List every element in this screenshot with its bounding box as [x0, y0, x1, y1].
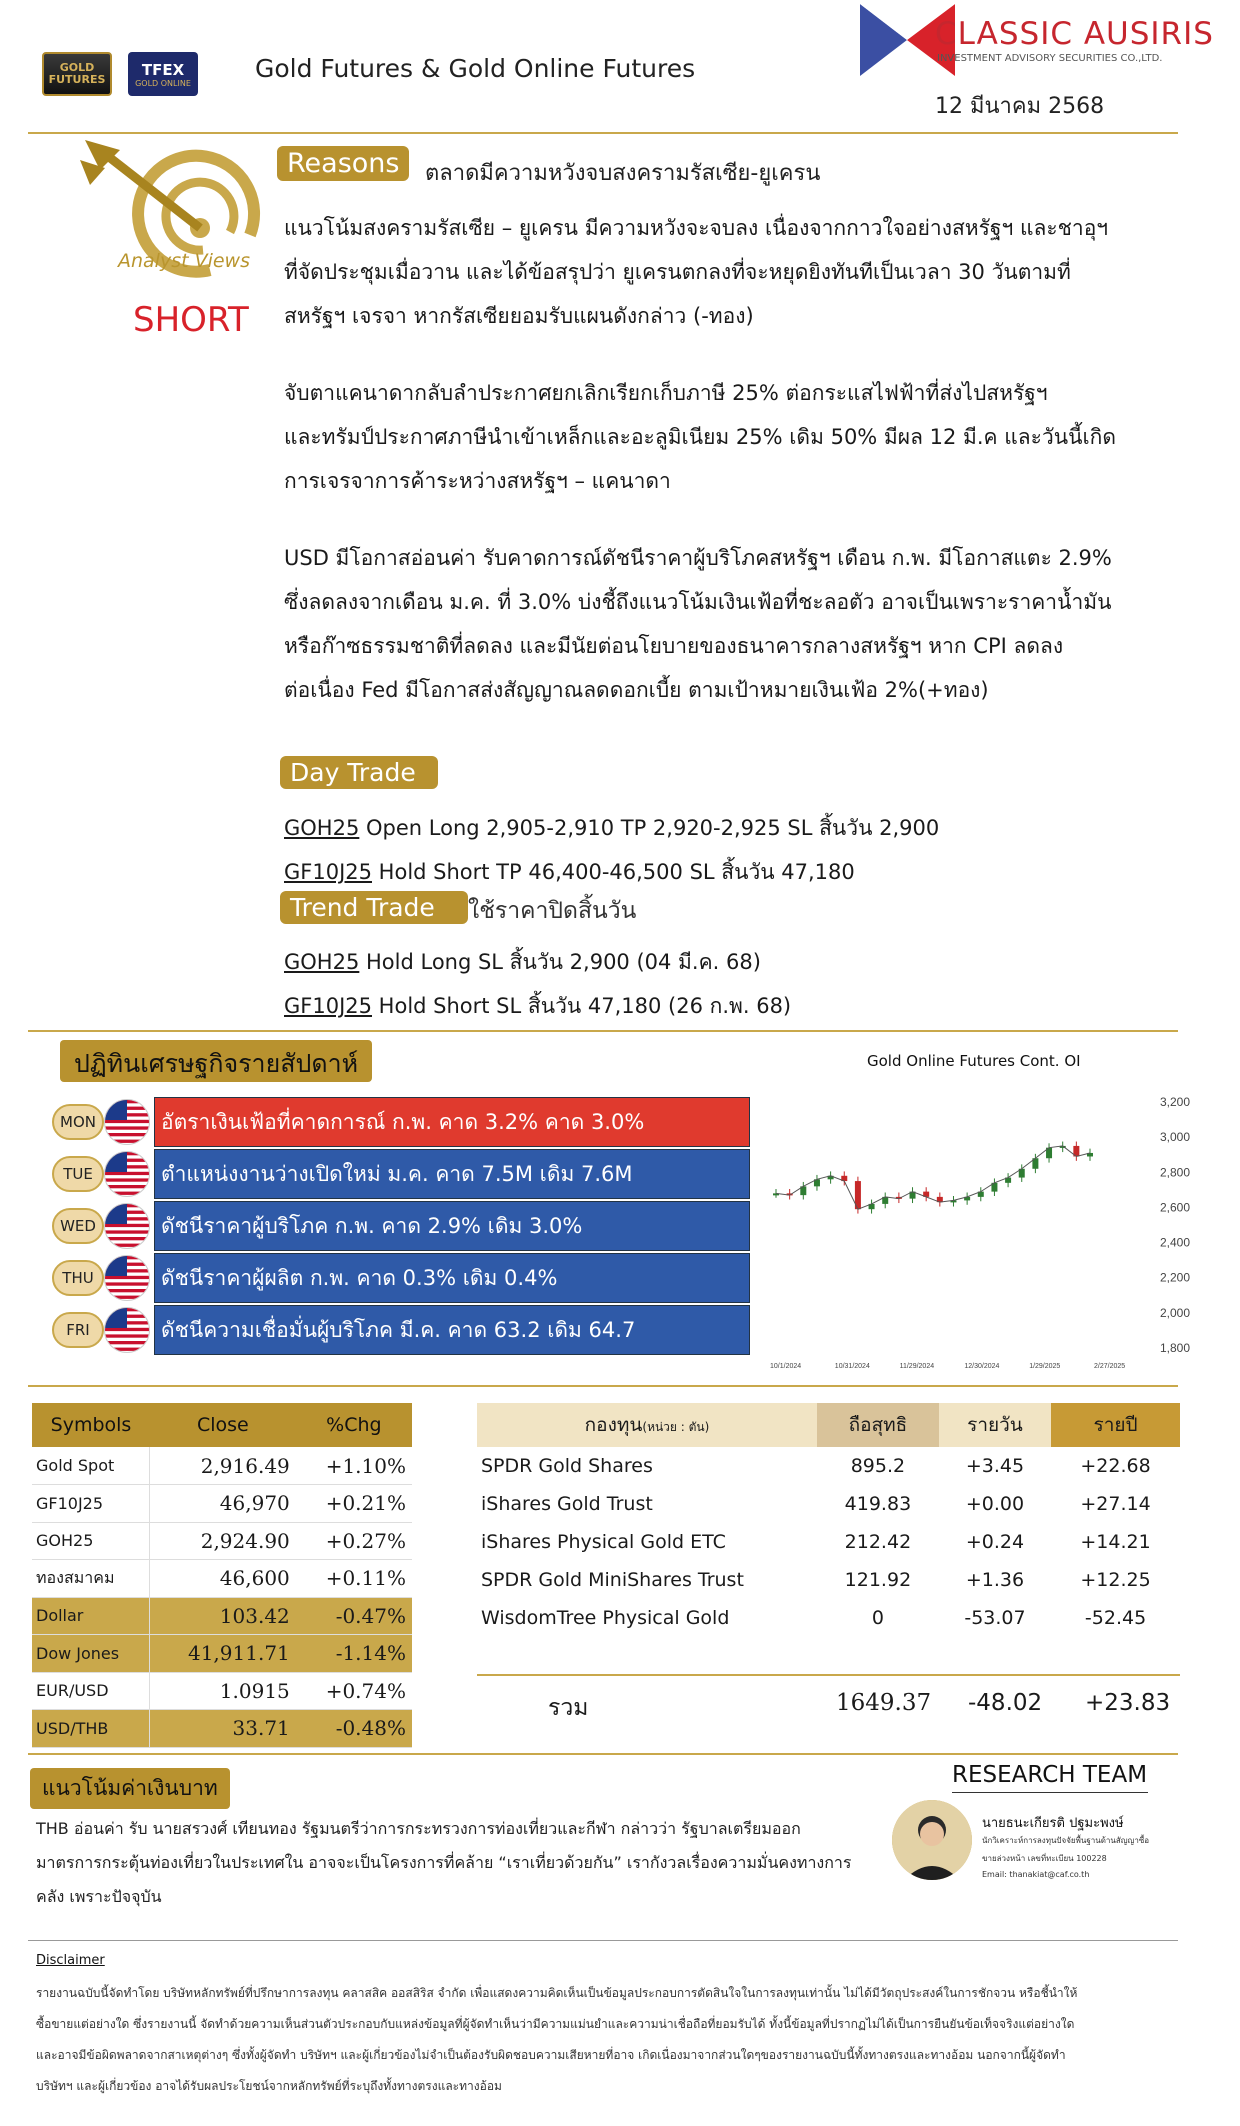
cell-symbol: Dollar [32, 1597, 150, 1635]
day-trade-tag: Day Trade [280, 756, 438, 789]
cell-daily: -53.07 [964, 1607, 1026, 1629]
gold-futures-logo [42, 52, 112, 96]
cell-chg: +0.74% [296, 1672, 412, 1710]
total-daily: -48.02 [968, 1690, 1043, 1716]
research-team-title: RESEARCH TEAM [952, 1762, 1148, 1788]
cell-close: 41,911.71 [150, 1635, 296, 1673]
cell-close: 46,600 [150, 1560, 296, 1598]
day-trade-item [284, 856, 855, 889]
cell-net: 0 [871, 1607, 884, 1629]
calendar-event: ตำแหน่งงานว่างเปิดใหม่ ม.ค. คาด 7.5M เดิม 7.6M [154, 1149, 750, 1199]
trade-symbol: GF10J25 [284, 860, 372, 884]
reason-line: USD มีโอกาสอ่อนค่า รับคาดการณ์ดัชนีราคาผู้บริโภคสหรัฐฯ เดือน ก.พ. มีโอกาสแตะ 2.9% [284, 546, 1112, 570]
cell-chg: +1.10% [296, 1447, 412, 1485]
x-tick-label: 10/31/2024 [834, 1363, 870, 1370]
cell-close: 2,924.90 [150, 1522, 296, 1560]
table-row [32, 1635, 412, 1673]
table-row [477, 1485, 1180, 1523]
cell-fund: SPDR Gold MiniShares Trust [481, 1569, 744, 1591]
series-line [776, 1146, 1090, 1209]
research-team-underline [952, 1792, 1148, 1793]
cell-daily: +0.24 [965, 1531, 1025, 1553]
cell-close: 103.42 [150, 1597, 296, 1635]
cell-chg: +0.11% [296, 1560, 412, 1598]
day-pill: FRI [52, 1312, 104, 1348]
cell-fund: WisdomTree Physical Gold [481, 1607, 730, 1629]
thb-line: มาตรการกระตุ้นท่องเที่ยวในประเทศใน อาจจะเป็นโครงการที่คล้าย “เราเที่ยวด้วยกัน” เรากังวลเรื่องความมั่นคงทางการ [36, 1853, 852, 1872]
reason-line: หรือก๊าซธรรมชาติที่ลดลง และมีนัยต่อนโยบายของธนาคารกลางสหรัฐฯ หาก CPI ลดลง [284, 634, 1064, 658]
cell-chg: -0.47% [296, 1597, 412, 1635]
footer-divider [28, 1940, 1178, 1941]
tfex-logo [128, 52, 198, 96]
y-tick-label: 2,600 [1160, 1200, 1191, 1215]
thb-text [36, 1812, 876, 1914]
cell-daily: +0.00 [965, 1493, 1025, 1515]
cell-yearly: +14.21 [1080, 1531, 1151, 1553]
day-pill: WED [52, 1208, 104, 1244]
col-header: รายปี [1051, 1403, 1180, 1447]
analyst-views-label: Analyst Views [118, 250, 250, 272]
x-tick-label: 2/27/2025 [1094, 1363, 1126, 1370]
header-divider [28, 132, 1178, 134]
cell-fund: SPDR Gold Shares [481, 1455, 653, 1477]
stance-label: SHORT [133, 300, 249, 340]
calendar-event: ดัชนีราคาผู้บริโภค ก.พ. คาด 2.9% เดิม 3.0% [154, 1201, 750, 1251]
cell-symbol: ทองสมาคม [32, 1560, 150, 1598]
x-tick-label: 12/30/2024 [964, 1363, 1000, 1370]
section-divider [28, 1753, 1178, 1755]
cell-fund: iShares Gold Trust [481, 1493, 653, 1515]
disclaimer-line: ซื้อขายแต่อย่างใด ซึ่งรายงานนี้ จัดทำด้วยความเห็นส่วนตัวประกอบกับแหล่งข้อมูลที่ผู้จัดทำเห็นว่ามีความแม่นยำและความน่าเชื่อถือที่ยอมรับได้ ทั้งนี้ข้อมูลที่ปรากฏไม่ได้เป็นการยืนยันข้อเท็จจริงแต่อย่างใด [36, 2017, 1075, 2031]
section-divider [28, 1385, 1178, 1387]
reason-paragraph [284, 206, 1214, 338]
cell-net: 121.92 [844, 1569, 912, 1591]
trend-trade-item [284, 946, 761, 979]
reason-paragraph [284, 536, 1214, 712]
cell-symbol: GF10J25 [32, 1485, 150, 1523]
cell-chg: -0.48% [296, 1710, 412, 1748]
cell-fund: iShares Physical Gold ETC [481, 1531, 726, 1553]
us-flag-icon [104, 1255, 150, 1301]
cell-daily: +3.45 [965, 1455, 1025, 1477]
us-flag-icon [104, 1203, 150, 1249]
analyst-avatar [892, 1800, 972, 1880]
cell-chg: -1.14% [296, 1635, 412, 1673]
table-row [32, 1522, 412, 1560]
reasons-heading: ตลาดมีความหวังจบสงครามรัสเซีย-ยูเครน [425, 161, 821, 186]
cell-symbol: Dow Jones [32, 1635, 150, 1673]
col-header: รายวัน [939, 1403, 1051, 1447]
report-date: 12 มีนาคม 2568 [935, 94, 1105, 119]
total-net: 1649.37 [836, 1690, 932, 1716]
disclaimer-line: รายงานฉบับนี้จัดทำโดย บริษัทหลักทรัพย์ที่ปรึกษาการลงทุน คลาสสิค ออสสิริส จำกัด เพื่อแสดงความคิดเห็นเป็นข้อมูลประกอบการตัดสินใจในการลงทุนเท่านั้น ไม่ได้มีวัตถุประสงค์ในการชักจวน หรือชี้นำให้ [36, 1986, 1078, 2000]
trade-text: Hold Long SL สิ้นวัน 2,900 (04 มี.ค. 68) [359, 950, 761, 974]
cell-net: 895.2 [850, 1455, 906, 1477]
col-header: ถือสุทธิ [817, 1403, 939, 1447]
calendar-event: ดัชนีความเชื่อมั่นผู้บริโภค มี.ค. คาด 63.2 เดิม 64.7 [154, 1305, 750, 1355]
disclaimer-line: บริษัทฯ และผู้เกี่ยวข้อง อาจได้รับผลประโยชน์จากหลักทรัพย์ที่ระบุถึงทั้งทางตรงและทางอ้อม [36, 2079, 502, 2093]
thb-line: คลัง เพราะปัจจุบัน [36, 1887, 162, 1906]
table-row [477, 1447, 1180, 1485]
us-flag-icon [104, 1151, 150, 1197]
reason-line: ที่จัดประชุมเมื่อวาน และได้ข้อสรุปว่า ยูเครนตกลงที่จะหยุดยิงทันทีเป็นเวลา 30 วันตามที่ [284, 260, 1071, 284]
col-header-fund [477, 1403, 817, 1447]
table-row [477, 1523, 1180, 1561]
chart-title: Gold Online Futures Cont. OI [867, 1052, 1081, 1070]
day-pill: MON [52, 1104, 104, 1140]
reasons-tag: Reasons [277, 146, 409, 181]
x-tick-label: 1/29/2025 [1029, 1363, 1061, 1370]
page-title: Gold Futures & Gold Online Futures [255, 54, 696, 83]
cell-close: 2,916.49 [150, 1447, 296, 1485]
holdings-divider [477, 1674, 1180, 1676]
trade-text: Hold Short SL สิ้นวัน 47,180 (26 ก.พ. 68) [372, 994, 792, 1018]
y-tick-label: 1,800 [1160, 1341, 1191, 1355]
cell-yearly: +27.14 [1080, 1493, 1151, 1515]
table-row [32, 1672, 412, 1710]
table-row [32, 1485, 412, 1523]
cell-net: 419.83 [844, 1493, 912, 1515]
cell-chg: +0.21% [296, 1485, 412, 1523]
symbols-table [32, 1403, 412, 1748]
table-row [32, 1710, 412, 1748]
analyst-email: Email: thanakiat@caf.co.th [982, 1870, 1090, 1879]
fund-header-label: กองทุน [584, 1414, 643, 1436]
table-row [32, 1597, 412, 1635]
disclaimer-line: และอาจมีข้อผิดพลาดจากสาเหตุต่างๆ ซึ่งทั้งผู้จัดทำ บริษัทฯ และผู้เกี่ยวข้องไม่จำเป็นต้องรับผิดชอบความเสียหายที่อาจ เกิดเนื่องมาจากส่วนใดๆของรายงานฉบับนี้ทั้งทางตรงและทางอ้อม นอกจากนี้ผู้จัดทำ [36, 2048, 1066, 2062]
cell-symbol: Gold Spot [32, 1447, 150, 1485]
cell-chg: +0.27% [296, 1522, 412, 1560]
etf-holdings-table [477, 1403, 1180, 1637]
disclaimer-text [36, 1978, 1176, 2102]
calendar-event: อัตราเงินเฟ้อที่คาดการณ์ ก.พ. คาด 3.2% คาด 3.0% [154, 1097, 750, 1147]
cell-close: 1.0915 [150, 1672, 296, 1710]
col-header: Symbols [32, 1403, 150, 1447]
table-row [477, 1599, 1180, 1637]
analyst-role: นักวิเคราะห์การลงทุนปัจจัยพื้นฐานด้านสัญญาซื้อ [982, 1836, 1150, 1845]
trend-trade-item [284, 990, 791, 1023]
day-pill: THU [52, 1260, 104, 1296]
y-tick-label: 2,200 [1160, 1270, 1191, 1285]
reason-line: ต่อเนื่อง Fed มีโอกาสส่งสัญญาณลดดอกเบี้ย ตามเป้าหมายเงินเฟ้อ 2%(+ทอง) [284, 678, 989, 702]
company-subtitle: INVESTMENT ADVISORY SECURITIES CO.,LTD. [937, 53, 1163, 64]
trade-symbol: GF10J25 [284, 994, 372, 1018]
cell-yearly: +22.68 [1080, 1455, 1151, 1477]
reason-line: แนวโน้มสงครามรัสเซีย – ยูเครน มีความหวังจะจบลง เนื่องจากกาวใจอย่างสหรัฐฯ และชาอุฯ [284, 216, 1109, 240]
analyst-name: นายธนะเกียรติ ปฐมะพงษ์ [982, 1816, 1124, 1831]
person-icon [892, 1800, 972, 1880]
tfex-logo-text: TFEX [141, 60, 185, 79]
y-tick-label: 2,800 [1160, 1165, 1191, 1180]
thb-title: แนวโน้มค่าเงินบาท [30, 1768, 230, 1809]
y-tick-label: 3,000 [1160, 1130, 1191, 1145]
gold-logo-text: GOLD [59, 61, 95, 74]
holdings-table-header [477, 1403, 1180, 1447]
company-name: CLASSIC AUSIRIS [935, 16, 1214, 52]
cell-yearly: -52.45 [1084, 1607, 1147, 1629]
reason-line: และทรัมป์ประกาศภาษีนำเข้าเหล็กและอะลูมิเนียม 25% เดิม 50% มีผล 12 มี.ค และวันนี้เกิด [284, 425, 1116, 449]
trade-text: Open Long 2,905-2,910 TP 2,920-2,925 SL สิ้นวัน 2,900 [359, 816, 940, 840]
trade-text: Hold Short TP 46,400-46,500 SL สิ้นวัน 47,180 [372, 860, 855, 884]
cell-close: 46,970 [150, 1485, 296, 1523]
us-flag-icon [104, 1099, 150, 1145]
reason-line: จับตาแคนาดากลับลำประกาศยกเลิกเรียกเก็บภาษี 25% ต่อกระแสไฟฟ้าที่ส่งไปสหรัฐฯ [284, 381, 1048, 405]
symbols-table-header [32, 1403, 412, 1447]
unit-label: (หน่วย : ตัน) [642, 1420, 710, 1434]
cell-symbol: EUR/USD [32, 1672, 150, 1710]
disclaimer-title: Disclaimer [36, 1953, 105, 1968]
col-header: %Chg [296, 1403, 412, 1447]
cell-symbol: USD/THB [32, 1710, 150, 1748]
col-header: Close [150, 1403, 296, 1447]
oi-line-chart [760, 1080, 1200, 1380]
calendar-event: ดัชนีราคาผู้ผลิต ก.พ. คาด 0.3% เดิม 0.4% [154, 1253, 750, 1303]
total-label: รวม [548, 1695, 589, 1721]
trend-trade-tag: Trend Trade [280, 891, 468, 924]
x-tick-label: 10/1/2024 [770, 1363, 802, 1370]
trade-symbol: GOH25 [284, 950, 360, 974]
reason-line: การเจรจาการค้าระหว่างสหรัฐฯ – แคนาดา [284, 469, 671, 493]
gold-logo-subtext: FUTURES [48, 73, 106, 86]
table-row [477, 1561, 1180, 1599]
thb-line: THB อ่อนค่า รับ นายสรวงศ์ เทียนทอง รัฐมนตรีว่าการกระทรวงการท่องเที่ยวและกีฬา กล่าวว่า รัฐบาลเตรียมออก [36, 1819, 801, 1838]
cell-net: 212.42 [844, 1531, 912, 1553]
cell-daily: +1.36 [965, 1569, 1025, 1591]
analyst-license: ขายล่วงหน้า เลขที่ทะเบียน 100228 [982, 1854, 1107, 1863]
reason-line: ซึ่งลดลงจากเดือน ม.ค. ที่ 3.0% บ่งชี้ถึงแนวโน้มเงินเฟ้อที่ชะลอตัว อาจเป็นเพราะราคาน้ำมัน [284, 590, 1112, 614]
tfex-logo-subtext: GOLD ONLINE [135, 78, 191, 88]
cell-close: 33.71 [150, 1710, 296, 1748]
total-yearly: +23.83 [1085, 1690, 1171, 1716]
x-tick-label: 11/29/2024 [899, 1363, 935, 1370]
reason-paragraph [284, 371, 1214, 503]
reason-line: สหรัฐฯ เจรจา หากรัสเซียยอมรับแผนดังกล่าว (-ทอง) [284, 304, 754, 328]
cell-symbol: GOH25 [32, 1522, 150, 1560]
trade-symbol: GOH25 [284, 816, 360, 840]
day-pill: TUE [52, 1156, 104, 1192]
table-row [32, 1447, 412, 1485]
section-divider [28, 1030, 1178, 1032]
table-row [32, 1560, 412, 1598]
y-tick-label: 3,200 [1160, 1095, 1191, 1109]
y-tick-label: 2,400 [1160, 1235, 1191, 1250]
cell-yearly: +12.25 [1080, 1569, 1151, 1591]
day-trade-item [284, 812, 939, 845]
us-flag-icon [104, 1307, 150, 1353]
trend-trade-note: ใช้ราคาปิดสิ้นวัน [468, 898, 637, 924]
y-tick-label: 2,000 [1160, 1305, 1191, 1320]
calendar-title: ปฏิทินเศรษฐกิจรายสัปดาห์ [60, 1040, 372, 1082]
